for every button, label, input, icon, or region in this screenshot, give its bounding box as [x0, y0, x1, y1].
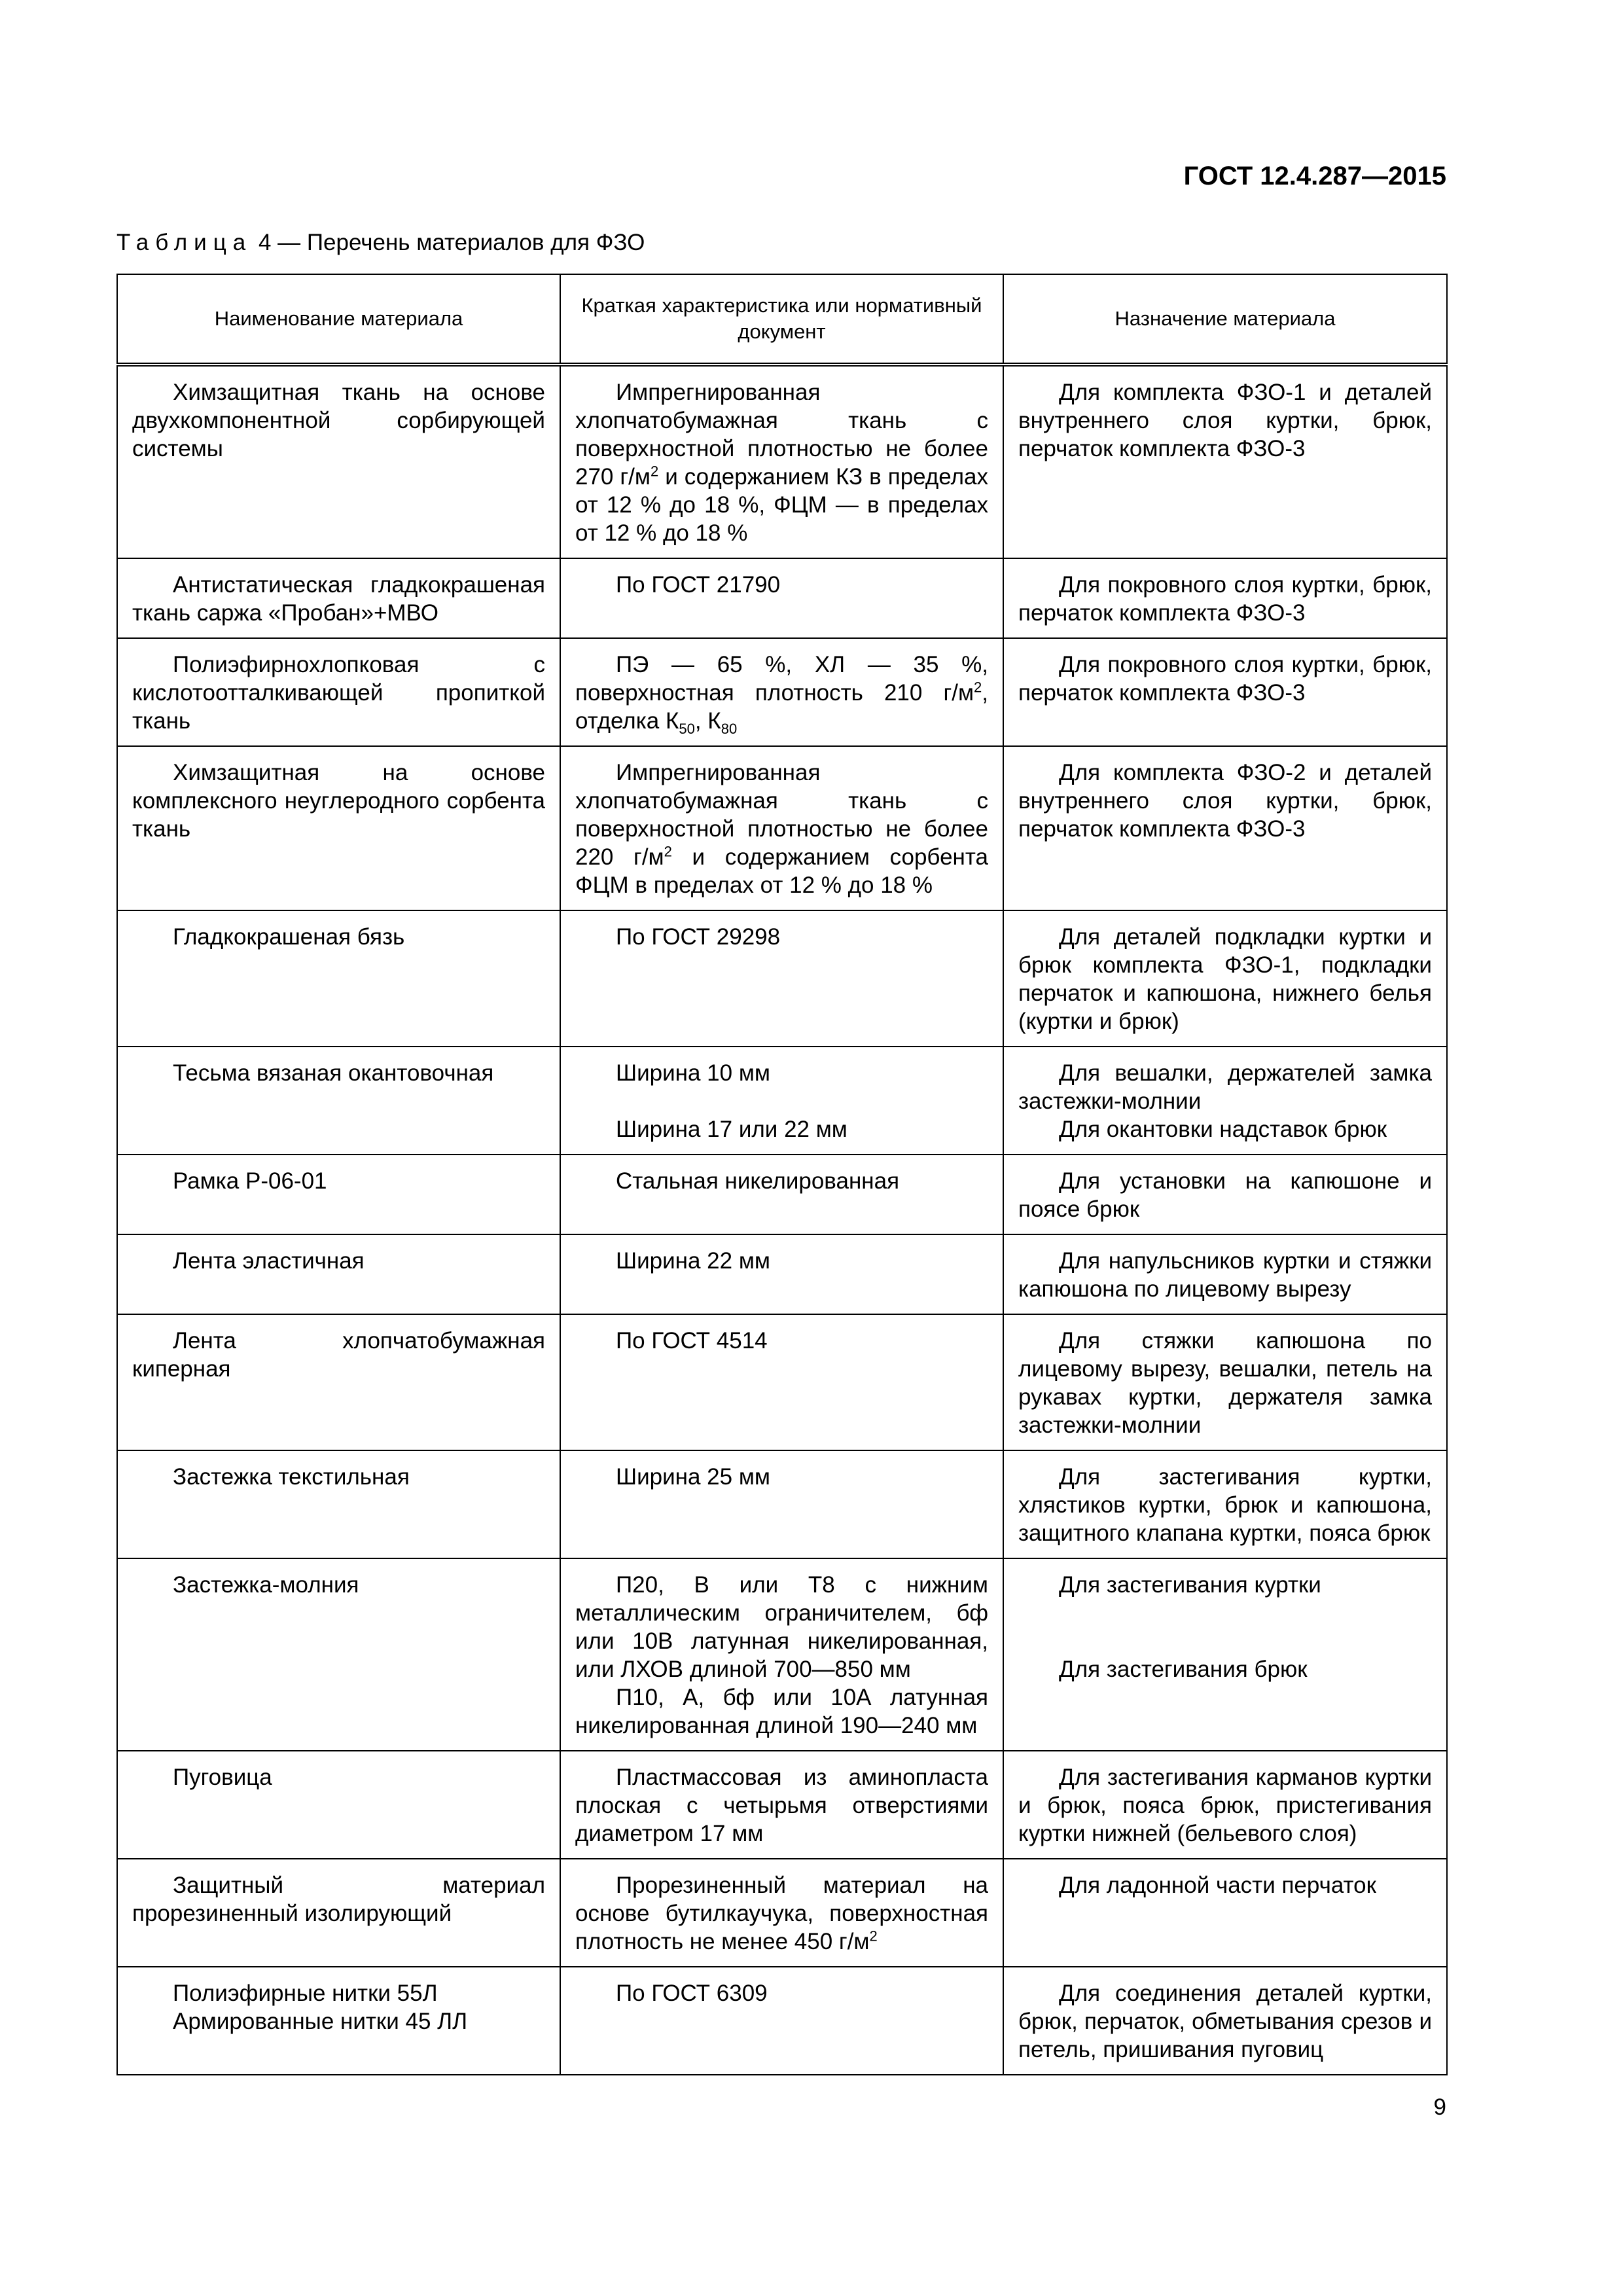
material-name-cell: Застежка-молния [117, 1558, 560, 1751]
characteristic-cell: П20, В или Т8 с нижним металлическим ограничителем, бф или 10В латунная никелированная, или ЛХОВ длиной 700—850 мм П10, А, бф или 10А латунная никелированная длиной 190—240 мм [560, 1558, 1003, 1751]
characteristic-cell: Ширина 10 мм Ширина 17 или 22 мм [560, 1047, 1003, 1155]
purpose-cell: Для соединения деталей куртки, брюк, перчаток, обметывания срезов и петель, пришивания пуговиц [1003, 1967, 1447, 2075]
characteristic-cell: Прорезиненный материал на основе бутилкаучука, поверхностная плотность не менее 450 $г/м^2$ [560, 1859, 1003, 1967]
characteristic-cell: По ГОСТ 6309 [560, 1967, 1003, 2075]
material-name-cell: Полиэфирные нитки 55Л Армированные нитки 45 ЛЛ [117, 1967, 560, 2075]
characteristic-cell: Ширина 22 мм [560, 1234, 1003, 1314]
table-caption [116, 230, 645, 256]
table-row [117, 365, 1447, 558]
characteristic-cell: Импрегнированная хлопчатобумажная ткань с поверхностной плотностью не более 220 $г/м^2$ и содержанием сорбента ФЦМ в пределах от 12 % до 18 % [560, 746, 1003, 910]
purpose-cell: Для ладонной части перчаток [1003, 1859, 1447, 1967]
characteristic-cell: Пластмассовая из аминопласта плоская с четырьмя отверстиями диаметром 17 мм [560, 1751, 1003, 1859]
material-name-cell: Тесьма вязаная окантовочная [117, 1047, 560, 1155]
purpose-cell: Для вешалки, держателей замка застежки-молнии Для окантовки надставок брюк [1003, 1047, 1447, 1155]
table-row [117, 1558, 1447, 1751]
material-name-cell: Лента эластичная [117, 1234, 560, 1314]
characteristic-cell: По ГОСТ 4514 [560, 1314, 1003, 1450]
table-row [117, 1234, 1447, 1314]
purpose-cell: Для установки на капюшоне и поясе брюк [1003, 1155, 1447, 1234]
purpose-cell: Для стяжки капюшона по лицевому вырезу, вешалки, петель на рукавах куртки, держателя замка застежки-молнии [1003, 1314, 1447, 1450]
table-row [117, 638, 1447, 746]
characteristic-cell: По ГОСТ 29298 [560, 910, 1003, 1047]
table-row [117, 1751, 1447, 1859]
purpose-cell: Для покровного слоя куртки, брюк, перчаток комплекта ФЗО-3 [1003, 638, 1447, 746]
table-caption-prefix: Таблица [116, 230, 253, 255]
material-name-cell: Полиэфирнохлопковая с кислотоотталкивающей пропиткой ткань [117, 638, 560, 746]
purpose-cell: Для застегивания куртки, хлястиков куртки, брюк и капюшона, защитного клапана куртки, пояса брюк [1003, 1450, 1447, 1558]
material-name-cell: Лента хлопчатобумажная киперная [117, 1314, 560, 1450]
material-name-cell: Защитный материал прорезиненный изолирующий [117, 1859, 560, 1967]
table-row [117, 1047, 1447, 1155]
table-header-row [117, 274, 1447, 365]
header-cell-characteristic: Краткая характеристика или нормативный документ [560, 274, 1003, 365]
material-name-cell: Антистатическая гладкокрашеная ткань саржа «Пробан»+МВО [117, 558, 560, 638]
standard-code: ГОСТ 12.4.287—2015 [1183, 162, 1446, 190]
page-number: 9 [1433, 2094, 1446, 2120]
material-name-cell: Застежка текстильная [117, 1450, 560, 1558]
characteristic-cell: Ширина 25 мм [560, 1450, 1003, 1558]
table-row [117, 746, 1447, 910]
table-row [117, 558, 1447, 638]
header-cell-purpose: Назначение материала [1003, 274, 1447, 365]
header-cell-material-name: Наименование материала [117, 274, 560, 365]
purpose-cell: Для застегивания куртки Для застегивания брюк [1003, 1558, 1447, 1751]
purpose-cell: Для покровного слоя куртки, брюк, перчаток комплекта ФЗО-3 [1003, 558, 1447, 638]
table-row [117, 1967, 1447, 2075]
purpose-cell: Для застегивания карманов куртки и брюк, пояса брюк, пристегивания куртки нижней (бельевого слоя) [1003, 1751, 1447, 1859]
material-name-cell: Химзащитная на основе комплексного неуглеродного сорбента ткань [117, 746, 560, 910]
material-name-cell: Пуговица [117, 1751, 560, 1859]
table-row [117, 910, 1447, 1047]
table-row [117, 1155, 1447, 1234]
table-row [117, 1859, 1447, 1967]
material-name-cell: Химзащитная ткань на основе двухкомпонентной сорбирующей системы [117, 365, 560, 558]
table-row [117, 1450, 1447, 1558]
characteristic-cell: ПЭ — 65 %, ХЛ — 35 %, поверхностная плотность 210 $г/м^2$, отделка $К_{50}$, $К_{80}$ [560, 638, 1003, 746]
purpose-cell: Для комплекта ФЗО-2 и деталей внутреннего слоя куртки, брюк, перчаток комплекта ФЗО-3 [1003, 746, 1447, 910]
table-row [117, 1314, 1447, 1450]
purpose-cell: Для напульсников куртки и стяжки капюшона по лицевому вырезу [1003, 1234, 1447, 1314]
material-name-cell: Рамка Р-06-01 [117, 1155, 560, 1234]
purpose-cell: Для комплекта ФЗО-1 и деталей внутреннего слоя куртки, брюк, перчаток комплекта ФЗО-3 [1003, 365, 1447, 558]
material-name-cell: Гладкокрашеная бязь [117, 910, 560, 1047]
characteristic-cell: Стальная никелированная [560, 1155, 1003, 1234]
table-caption-title: 4 — Перечень материалов для ФЗО [252, 230, 645, 255]
characteristic-cell: Импрегнированная хлопчатобумажная ткань с поверхностной плотностью не более 270 $г/м^2$ и содержанием КЗ в пределах от 12 % до 18 %, ФЦМ — в пределах от 12 % до 18 % [560, 365, 1003, 558]
purpose-cell: Для деталей подкладки куртки и брюк комплекта ФЗО-1, подкладки перчаток и капюшона, нижнего белья (куртки и брюк) [1003, 910, 1447, 1047]
characteristic-cell: По ГОСТ 21790 [560, 558, 1003, 638]
materials-table [116, 274, 1448, 2075]
